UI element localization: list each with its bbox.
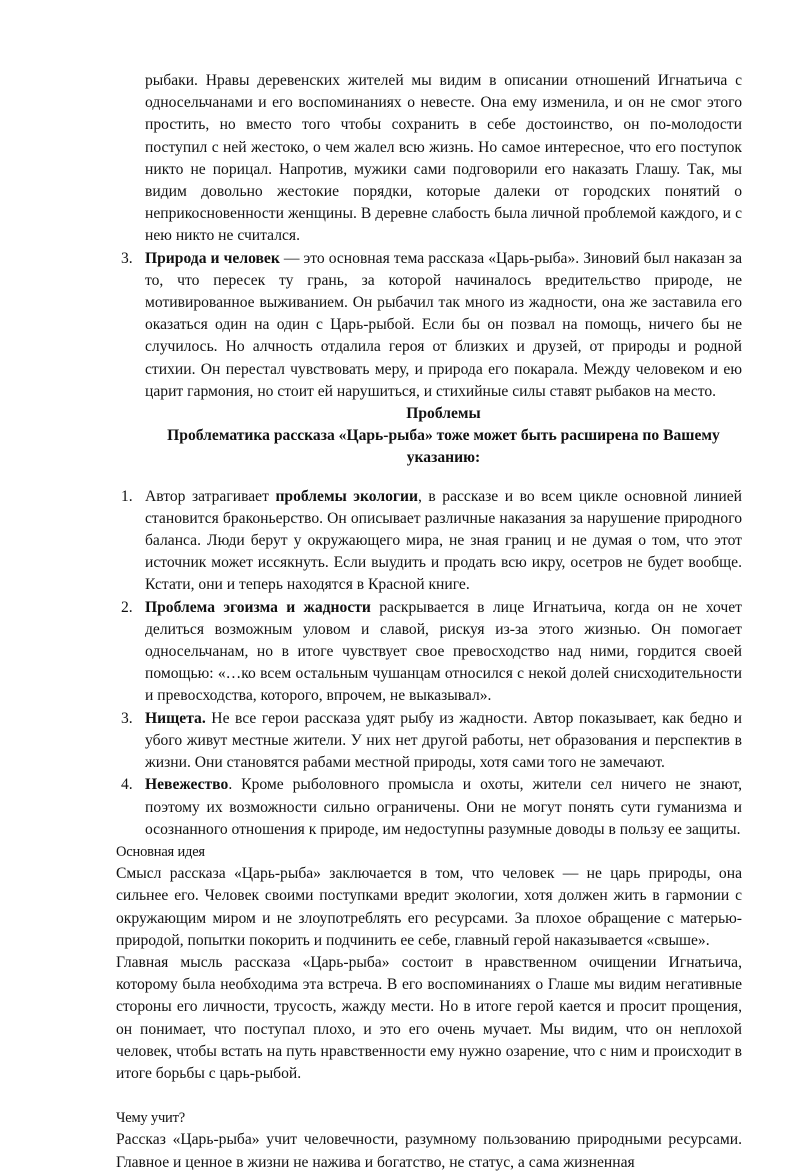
theme-text: — это основная тема рассказа «Царь-рыба». Зиновий был наказан за то, что пересек ту грань, за которой начиналось вредительство природе, не мотивированное выживанием. Он рыбачил так много из жадности, она же заставила его оказаться один на один с Царь-рыбой. Если бы он позвал на помощь, ничего бы не случилось. Но алчность отдалила героя от близких и друзей, от природы и родной стихии. Он перестал чувствовать меру, и природа его покарала. Между человеком и ею царит гармония, но стоит ей нарушиться, и стихийные силы ставят рыбаков на место. [145, 249, 742, 400]
problem-text: , в рассказе и во всем цикле основной линией становится браконьерство. Он описывает различные наказания за нарушение природного баланса. Люди берут у окружающего мира, не зная границ и не думая о том, что этот источник может иссякнуть. Если выудить и продать всю икру, осетров не будет вообще. Кстати, они и теперь находятся в Красной книге. [145, 487, 743, 594]
problem-text: раскрывается в лице Игнатьича, когда он не хочет делиться возможным уловом и славой, рискуя из-за этого жизнью. Он помогает односельчанам, но в итоге чувствует свое превосходство над ними, гордится своей помощью: «…ко всем остальным чушанцам относился с некой долей снисходительности и превосходства, которого, впрочем, не выказывал». [145, 598, 742, 705]
teaches-paragraph: Рассказ «Царь-рыба» учит человечности, разумному пользованию природными ресурсами. Главное и ценное в жизни не нажива и богатство, не статус, а сама жизненная [116, 1131, 742, 1171]
theme-title: Природа и человек [145, 249, 280, 267]
problems-list [116, 486, 742, 841]
list-number: 2. [121, 598, 133, 616]
list-number: 4. [121, 776, 133, 794]
problem-item-3 [116, 708, 742, 775]
problem-item-4 [116, 774, 742, 841]
list-number: 1. [121, 487, 133, 505]
list-number: 3. [121, 709, 133, 727]
main-idea-heading: Основная идея [116, 843, 205, 860]
main-idea-paragraph-2: Главная мысль рассказа «Царь-рыба» состоит в нравственном очищении Игнатьича, которому была необходима эта встреча. В его воспоминаниях о Глаше мы видим негативные стороны его личности, трусость, жажду мести. Но в итоге герой кается и просит прощения, он понимает, что поступал плохо, и это его очень мучает. Мы видим, что он неплохой человек, чтобы встать на путь нравственности ему нужно озарение, что с ним и происходит в итоге борьбы с царь-рыбой. [116, 953, 742, 1082]
problem-text: . Кроме рыболовного промысла и охоты, жители сел ничего не знают, поэтому их возможности сильно ограничены. Они не могут понять сути гуманизма и осознанного отношения к природе, им недоступны разумные доводы в пользу ее защиты. [145, 776, 742, 838]
themes-list [116, 248, 742, 403]
problem-prefix: Автор затрагивает [145, 487, 276, 505]
document-page [116, 70, 742, 1174]
problems-subheading: Проблематика рассказа «Царь-рыба» тоже может быть расширена по Вашему указанию: [167, 427, 720, 467]
teaches-heading: Чему учит? [116, 1110, 185, 1127]
problem-text: Не все герои рассказа удят рыбу из жадности. Автор показывает, как бедно и убого живут местные жители. У них нет другой работы, нет образования и перспектив в жизни. Они становятся рабами местной природы, хотя сами того не замечают. [145, 709, 742, 772]
list-number: 3. [121, 249, 133, 267]
problem-item-1 [116, 486, 742, 597]
problem-title: Проблема эгоизма и жадности [145, 598, 371, 616]
main-idea-paragraph-1: Смысл рассказа «Царь-рыба» заключается в том, что человек — не царь природы, она сильнее его. Человек своими поступками вредит экологии, хотя должен жить в гармонии с окружающим миром и не злоупотреблять его ресурсами. За плохое обращение с матерью-природой, попытки покорить и подчинить ее себе, главный герой наказывается «свыше». [116, 865, 742, 949]
intro-paragraph: рыбаки. Нравы деревенских жителей мы видим в описании отношений Игнатьича с односельчанами и его воспоминаниях о невесте. Она ему изменила, и он не смог этого простить, но вместо того чтобы сохранить в себе достоинство, он по-молодости поступил с ней жестоко, о чем жалел всю жизнь. Но самое интересное, что его поступок никто не порицал. Напротив, мужики сами подговорили его наказать Глашу. Так, мы видим довольно жестокие порядки, которые далеки от городских понятий о неприкосновенности женщины. В деревне слабость была личной проблемой каждого, и с нею никто не считался. [145, 72, 742, 245]
problems-heading: Проблемы [406, 405, 481, 423]
problem-title: Нищета. [145, 709, 206, 727]
problem-title: проблемы экологии [275, 487, 418, 505]
problem-item-2 [116, 597, 742, 708]
problem-title: Невежество [145, 776, 229, 794]
theme-item-3 [116, 248, 742, 403]
